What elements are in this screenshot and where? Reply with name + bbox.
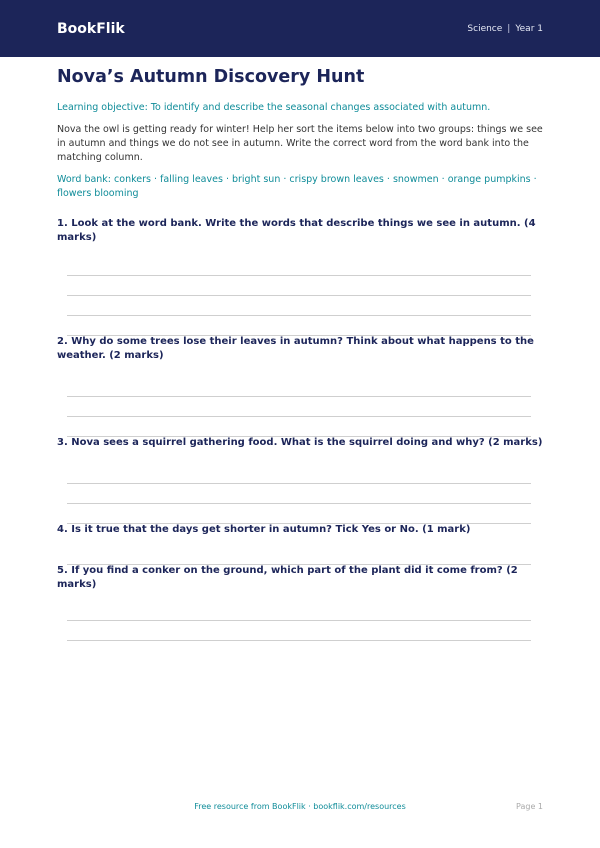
word-bank-item: orange pumpkins	[447, 174, 531, 185]
worksheet-title: Nova’s Autumn Discovery Hunt	[57, 67, 365, 87]
page-footer	[0, 802, 600, 814]
word-separator: ·	[280, 174, 290, 185]
answer-lines	[67, 275, 531, 336]
meta-separator: |	[507, 23, 511, 34]
word-separator: ·	[530, 174, 537, 185]
word-bank-item: crispy brown leaves	[289, 174, 384, 185]
question-text: 1. Look at the word bank. Write the words that describe things we see in autumn. (4 marks)	[57, 218, 536, 243]
answer-line[interactable]	[67, 620, 531, 621]
word-bank-item: bright sun	[231, 174, 281, 185]
learning-objective: Learning objective: To identify and describe the seasonal changes associated with autumn.	[57, 102, 491, 113]
answer-line[interactable]	[67, 396, 531, 397]
answer-lines	[67, 620, 531, 641]
question-2	[57, 335, 543, 437]
word-bank-item: conkers	[114, 174, 151, 185]
intro-paragraph: Nova the owl is getting ready for winter! Help her sort the items below into two groups: things we see in autumn and things we do not see in autumn. Write the correct word from the word bank into the matching column.	[57, 124, 543, 163]
answer-line[interactable]	[67, 275, 531, 276]
word-bank-label: Word bank:	[57, 174, 112, 185]
page-number: Page 1	[516, 802, 543, 811]
question-3	[57, 436, 543, 524]
word-bank-item: flowers blooming	[57, 188, 139, 199]
question-5	[57, 564, 543, 641]
question-1	[57, 217, 543, 336]
answer-lines	[67, 396, 531, 437]
answer-line[interactable]	[67, 503, 531, 504]
answer-line[interactable]	[67, 315, 531, 316]
brand-logo[interactable]: BookFlik	[57, 20, 125, 37]
header-meta	[467, 24, 543, 34]
word-separator: ·	[438, 174, 448, 185]
word-bank-list	[57, 174, 537, 199]
word-separator: ·	[222, 174, 232, 185]
word-bank-item: falling leaves	[160, 174, 223, 185]
footer-credit[interactable]: Free resource from BookFlik · bookflik.com/resources	[194, 802, 406, 811]
answer-line[interactable]	[67, 295, 531, 296]
answer-line[interactable]	[67, 483, 531, 484]
question-4	[57, 523, 543, 565]
word-bank	[57, 173, 543, 201]
question-text: 3. Nova sees a squirrel gathering food. What is the squirrel doing and why? (2 marks)	[57, 437, 543, 448]
page-header	[0, 0, 600, 57]
answer-line[interactable]	[67, 640, 531, 641]
answer-line[interactable]	[67, 416, 531, 417]
answer-lines	[67, 483, 531, 524]
question-text: 5. If you find a conker on the ground, which part of the plant did it come from? (2 marks)	[57, 565, 518, 590]
question-text: 2. Why do some trees lose their leaves in autumn? Think about what happens to the weather. (2 marks)	[57, 336, 534, 361]
year-label: Year 1	[515, 23, 543, 34]
worksheet-content	[57, 66, 543, 641]
word-separator: ·	[383, 174, 393, 185]
word-separator: ·	[150, 174, 161, 185]
question-text: 4. Is it true that the days get shorter in autumn? Tick Yes or No. (1 mark)	[57, 524, 471, 535]
word-bank-item: snowmen	[392, 174, 439, 185]
subject-label: Science	[467, 23, 503, 34]
